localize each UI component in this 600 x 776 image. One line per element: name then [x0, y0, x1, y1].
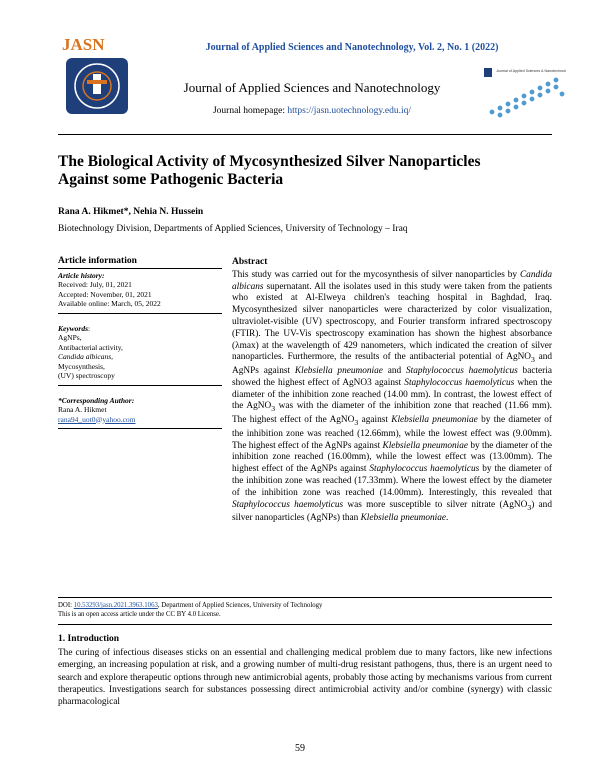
- keyword-item: Mycosynthesis,: [58, 361, 105, 371]
- abstract-heading: Abstract: [232, 257, 268, 267]
- abstract-divider: [58, 597, 552, 598]
- nanotech-graphic: [482, 66, 566, 118]
- journal-homepage: [142, 106, 482, 116]
- article-info-heading: Article information: [58, 257, 222, 269]
- doi-line: DOI: 10.53293/jasn.2021.3963.1063, Department of Applied Sciences, University of Technology: [58, 602, 323, 609]
- abstract-section: [232, 257, 552, 525]
- journal-logo-graphic: [60, 34, 136, 116]
- author-list: Rana A. Hikmet*, Nehia N. Hussein: [58, 207, 204, 217]
- title-line-2: Against some Pathogenic Bacteria: [58, 171, 284, 188]
- homepage-label: Journal homepage:: [212, 106, 285, 116]
- doi-block: [58, 602, 552, 619]
- keywords-heading: Keywords:: [58, 323, 91, 333]
- journal-logo: [60, 34, 136, 116]
- header-divider: [58, 134, 552, 135]
- keyword-item: Candida albicans,: [58, 352, 114, 361]
- received-date: Received: July, 01, 2021: [58, 280, 132, 289]
- history-label: Article history:: [58, 270, 105, 280]
- journal-title: Journal of Applied Sciences and Nanotechnology: [183, 80, 441, 95]
- logo-text: JASN: [62, 35, 105, 54]
- keywords-label: Keywords: [58, 323, 88, 333]
- right-logo-text: Journal of Applied Sciences & Nanotechnology: [496, 69, 566, 73]
- article-title: [58, 153, 548, 189]
- affiliation: Biotechnology Division, Departments of Applied Sciences, University of Technology – Iraq: [58, 224, 408, 234]
- introduction-heading: 1. Introduction: [58, 634, 120, 644]
- available-date: Available online: March, 05, 2022: [58, 299, 161, 308]
- introduction-text: [58, 647, 552, 708]
- introduction-paragraph: The curing of infectious diseases sticks on an essential and challenging medical problem due to many factors, like new infections emerging, an increasing population at risk, and a growing number of multi-drug resistant pathogens, thus, there is an urgent need to search and explore therapeutic options through new antimicrobial agents, probably those acting by mechanisms various from current therapeutics. Investigations search for substances possessing direct antimicrobial activity and/or combine (synergy) with classic pharmacological: [58, 648, 552, 708]
- accepted-date: Accepted: November, 01, 2021: [58, 289, 152, 299]
- article-info-panel: [58, 257, 222, 429]
- doi-link[interactable]: 10.53293/jasn.2021.3963.1063: [73, 602, 158, 609]
- homepage-link[interactable]: https://jasn.uotechnology.edu.iq/: [287, 106, 412, 116]
- running-head: Journal of Applied Sciences and Nanotechnology, Vol. 2, No. 1 (2022): [205, 42, 499, 53]
- keyword-item: (UV) spectroscopy: [58, 371, 115, 380]
- journal-cover-logo: [482, 66, 566, 118]
- title-line-1: The Biological Activity of Mycosynthesized Silver Nanoparticles: [58, 153, 481, 170]
- abstract-text: This study was carried out for the mycosynthesis of silver nanoparticles by Candida albicans supernatant. All the isolates used in this study were taken from the patients who existed at Al-Elweya children's teaching hospital in Baghdad, Iraq. Mycosynthesized silver nanoparticles were characterized by color visualization, ultraviolet-visible (UV) spectroscopy, and Fourier transform infrared spectroscopy (FTIR). The UV-Vis spectroscopy examination has shown the highest absorbance (λmax) at the wavelength of 429 nanometers, which indicated the creation of silver nanoparticles. Furthermore, the results of the antibacterial potential of AgNO$_3$ and AgNPs against Klebsiella pneumoniae and Staphylococcus haemolyticus bacteria showed the highest effect of AgNO3 against Staphylococcus haemolyticus when the diameter of the inhibition zone reached (14.00 mm). In contrast, the lowest effect of the AgNO$_3$ was with the diameter of the inhibition zone that reached (11.66 mm). The highest effect of the AgNO$_3$ against Klebsiella pneumoniae by the diameter of the inhibition zone was reached (12.66mm), while the lowest effect was (9.00mm). The highest effect of the AgNPs against Klebsiella pneumoniae by the diameter of the inhibition zone reached (16.00mm), while the lowest effect was (13.00mm). The highest effect of the AgNPs against Staphylococcus haemolyticus by the diameter of the inhibition zone was reached (17.33mm). Where the lowest effect by the diameter of the inhibition zone was reached (14.00mm). Interestingly, this revealed that Staphylococcus haemolyticus was more susceptible to silver nitrate (AgNO$_3$) and silver nanoparticles (AgNPs) than Klebsiella pneumoniae.: [232, 269, 553, 524]
- keyword-item: AgNPs,: [58, 333, 82, 342]
- corresponding-name: Rana A. Hikmet: [58, 405, 107, 414]
- license-line: This is an open access article under the CC BY 4.0 License.: [58, 610, 221, 618]
- keyword-item: Antibacterial activity,: [58, 342, 123, 352]
- doi-divider: [58, 624, 552, 625]
- corresponding-label: *Corresponding Author:: [58, 395, 135, 405]
- corresponding-email-link[interactable]: rana94_uot0@yahoo.com: [58, 414, 136, 424]
- page-number: 59: [295, 743, 305, 754]
